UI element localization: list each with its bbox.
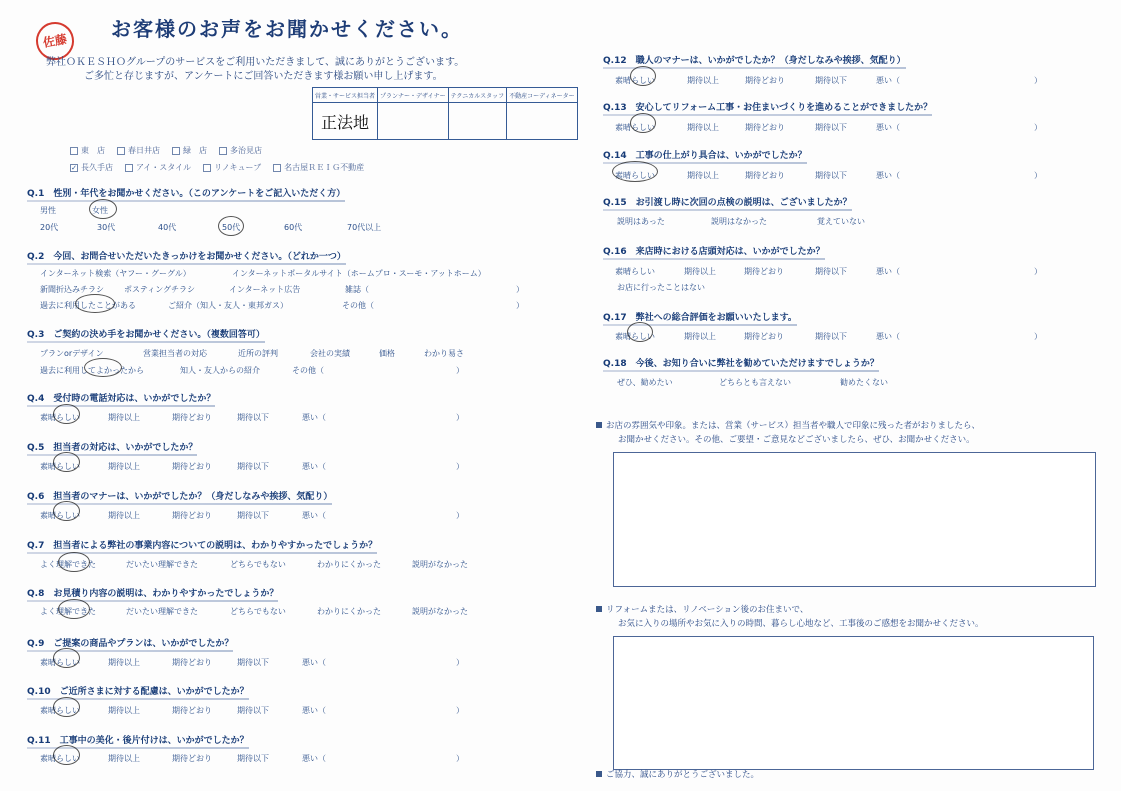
q9-below-expectation[interactable]: 期待以下 [237,658,269,667]
q9-excellent[interactable]: 素晴らしい [40,658,80,667]
q11-excellent[interactable]: 素晴らしい [40,754,80,763]
selected-circle [53,697,80,717]
q12-poor[interactable]: 悪い（ [876,76,900,85]
q11-above-expectation[interactable]: 期待以上 [108,754,140,763]
checkbox[interactable] [273,164,281,172]
checkbox[interactable] [219,147,227,155]
store-option-tajimi[interactable]: 多治見店 [219,145,262,156]
stamp-text: 佐藤 [41,31,68,50]
q8-mostly-understood[interactable]: だいたい理解できた [126,607,198,616]
store-option-nagakute[interactable]: ✓ 長久手店 [71,163,113,172]
selected-circle [53,501,80,521]
staff-empty-2 [448,103,506,140]
q6-poor[interactable]: 悪い（ [302,511,326,520]
question-15-title: Q.15 お引渡し時に次回の点検の説明は、ございましたか？ [603,195,852,209]
store-option-istyle[interactable]: アイ・スタイル [125,162,191,173]
selected-circle [53,648,80,668]
comment-section-2-line-2: お気に入りの場所やお気に入りの時間、暮らし心地など、工事後のご感想をお聞かせください。 [618,619,984,629]
q2-magazine[interactable]: 雑誌（ [345,285,369,294]
square-bullet-icon [596,422,602,428]
q4-poor-close: ） [456,413,464,422]
intro-line-2: ご多忙と存じますが、アンケートにご回答いただきます様お願い申し上げます。 [84,71,443,82]
comment-section-1-line-2: お聞かせください。その他、ご要望・ご意見などございましたら、ぜひ、お聞かせください。 [618,435,975,445]
q18-definitely-recommend[interactable]: ぜひ、勧めたい [617,378,673,387]
q3-plan-design[interactable]: プランorデザイン [40,349,104,358]
q13-poor[interactable]: 悪い（ [876,123,900,132]
selected-circle [218,216,244,236]
q8-no-explanation[interactable]: 説明がなかった [412,607,468,616]
q18-neutral[interactable]: どちらとも言えない [719,378,791,387]
q7-no-explanation[interactable]: 説明がなかった [412,560,468,569]
square-bullet-icon [596,606,602,612]
q10-excellent[interactable]: 素晴らしい [40,706,80,715]
handwritten-staff-name: 正法地 [313,103,378,140]
comment-box-2[interactable] [613,636,1094,770]
selected-circle [58,552,90,572]
q16-poor-close: ） [1034,267,1042,276]
q5-poor-close: ） [456,462,464,471]
question-2-title: Q.2 今回、お問合せいただいたきっかけをお聞かせください。（どれか一つ） [27,249,346,263]
q9-above-expectation[interactable]: 期待以上 [108,658,140,667]
q5-above-expectation[interactable]: 期待以上 [108,462,140,471]
comment-section-2-instructions [596,603,984,631]
staff-table [312,87,578,140]
staff-header-planner: プランナー・デザイナー [378,88,449,103]
selected-circle [627,322,653,342]
q4-below-expectation[interactable]: 期待以下 [237,413,269,422]
selected-circle [53,745,80,765]
selected-circle [58,599,90,619]
intro-line-1: 弊社ＯＫＥＳＨＯグループのサービスをご利用いただきまして、誠にありがとうございます。 [46,57,465,68]
checkbox[interactable] [125,164,133,172]
q15-not-explained[interactable]: 説明はなかった [711,217,767,226]
q11-as-expected[interactable]: 期待どおり [172,754,212,763]
q17-below-expectation[interactable]: 期待以下 [815,332,847,341]
q16-above-expectation[interactable]: 期待以上 [684,267,716,276]
q14-below-expectation[interactable]: 期待以下 [815,171,847,180]
staff-empty-3 [507,103,578,140]
q3-other[interactable]: その他（ [292,366,324,375]
q12-poor-close: ） [1034,76,1042,85]
q16-poor[interactable]: 悪い（ [876,267,900,276]
q1-female[interactable]: 女性 [92,206,108,215]
store-option-higashi[interactable]: 東 店 [70,145,105,156]
q11-below-expectation[interactable]: 期待以下 [237,754,269,763]
q14-poor[interactable]: 悪い（ [876,171,900,180]
q1-male[interactable]: 男性 [40,206,56,215]
q14-as-expected[interactable]: 期待どおり [745,171,785,180]
page-title: お客様のお声をお聞かせください。 [111,17,463,41]
question-6-title: Q.6 担当者のマナーは、いかがでしたか？（身だしなみや挨拶、気配り） [27,489,332,503]
q15-dont-remember[interactable]: 覚えていない [817,217,865,226]
q3-clarity[interactable]: わかり易さ [424,349,464,358]
q16-excellent[interactable]: 素晴らしい [615,267,655,276]
q1-20s[interactable]: 20代 [40,223,59,232]
q10-as-expected[interactable]: 期待どおり [172,706,212,715]
q8-neutral[interactable]: どちらでもない [230,607,286,616]
store-option-reig[interactable]: 名古屋ＲＥＩＧ不動産 [273,162,364,173]
q3-good-before[interactable]: 過去に利用してよかったから [40,366,144,375]
question-10-title: Q.10 ご近所さまに対する配慮は、いかがでしたか？ [27,684,249,698]
store-selection [70,145,364,179]
q1-70s-plus[interactable]: 70代以上 [347,223,382,232]
q9-poor-close: ） [456,658,464,667]
q12-as-expected[interactable]: 期待どおり [745,76,785,85]
q16-never-visited[interactable]: お店に行ったことはない [617,283,705,292]
selected-circle [84,358,122,377]
question-18-title: Q.18 今後、お知り合いに弊社を勧めていただけますでしょうか？ [603,356,879,370]
comment-section-2-line-1: リフォームまたは、リノベーション後のお住まいで、 [606,605,809,615]
q1-60s[interactable]: 60代 [284,223,303,232]
q17-as-expected[interactable]: 期待どおり [744,332,784,341]
comment-section-1-line-1: お店の雰囲気や印象。または、営業（サービス）担当者や職人で印象に残った者がおりましたら、 [606,421,981,431]
thanks-text: ご協力、誠にありがとうございました。 [606,770,760,780]
q16-as-expected[interactable]: 期待どおり [744,267,784,276]
q4-above-expectation[interactable]: 期待以上 [108,413,140,422]
question-5-title: Q.5 担当者の対応は、いかがでしたか？ [27,440,197,454]
checkbox[interactable] [117,147,125,155]
q2-newspaper-flyer[interactable]: 新聞折込みチラシ [40,285,104,294]
q13-excellent[interactable]: 素晴らしい [615,123,655,132]
q8-hard-to-understand[interactable]: わかりにくかった [317,607,381,616]
q4-excellent[interactable]: 素晴らしい [40,413,80,422]
q1-50s[interactable]: 50代 [222,223,241,232]
q4-as-expected[interactable]: 期待どおり [172,413,212,422]
q5-excellent[interactable]: 素晴らしい [40,462,80,471]
staff-header-technical: テクニカルスタッフ [448,88,506,103]
q6-excellent[interactable]: 素晴らしい [40,511,80,520]
question-11-title: Q.11 工事中の美化・後片付けは、いかがでしたか？ [27,733,249,747]
q2-referral[interactable]: ご紹介（知人・友人・東邦ガス） [168,301,288,310]
q5-poor[interactable]: 悪い（ [302,462,326,471]
q6-above-expectation[interactable]: 期待以上 [108,511,140,520]
q6-poor-close: ） [456,511,464,520]
selected-circle [75,294,115,313]
q13-below-expectation[interactable]: 期待以下 [815,123,847,132]
q10-poor[interactable]: 悪い（ [302,706,326,715]
checked-checkbox[interactable]: ✓ [71,163,77,172]
q5-below-expectation[interactable]: 期待以下 [237,462,269,471]
store-option-kasugai[interactable]: 春日井店 [117,145,160,156]
q6-as-expected[interactable]: 期待どおり [172,511,212,520]
question-14-title: Q.14 工事の仕上がり具合は、いかがでしたか？ [603,148,807,162]
q2-used-before[interactable]: 過去に利用したことがある [40,301,136,310]
q12-above-expectation[interactable]: 期待以上 [687,76,719,85]
staff-header-sales: 営業・サービス担当者 [313,88,378,103]
selected-circle [53,452,80,472]
q16-below-expectation[interactable]: 期待以下 [815,267,847,276]
comment-section-1-instructions [596,419,980,447]
q7-fully-understood[interactable]: よく理解できた [40,560,96,569]
q1-30s[interactable]: 30代 [97,223,116,232]
q2-internet-ad[interactable]: インターネット広告 [229,285,301,294]
q11-poor-close: ） [456,754,464,763]
q13-above-expectation[interactable]: 期待以上 [687,123,719,132]
staff-empty-1 [378,103,449,140]
q5-as-expected[interactable]: 期待どおり [172,462,212,471]
q7-mostly-understood[interactable]: だいたい理解できた [126,560,198,569]
q2-portal-site[interactable]: インターネットポータルサイト（ホームプロ・スーモ・アットホーム） [232,269,486,278]
q10-poor-close: ） [456,706,464,715]
question-13-title: Q.13 安心してリフォーム工事・お住まいづくりを進めることができましたか？ [603,100,932,114]
selected-circle [630,66,656,86]
q17-poor-close: ） [1034,332,1042,341]
question-1-title: Q.1 性別・年代をお聞かせください。（このアンケートをご記入いただく方） [27,186,345,200]
question-4-title: Q.4 受付時の電話対応は、いかがでしたか？ [27,391,215,405]
q3-reputation[interactable]: 近所の評判 [238,349,278,358]
question-7-title: Q.7 担当者による弊社の事業内容についての説明は、わかりやすかったでしょうか？ [27,538,377,552]
checkbox[interactable] [172,147,180,155]
checkbox[interactable] [203,164,211,172]
q3-sales-response[interactable]: 営業担当者の対応 [143,349,207,358]
q2-magazine-close: ） [516,285,524,294]
staff-header-realestate: 不動産コーディネーター [507,88,578,103]
q17-above-expectation[interactable]: 期待以上 [684,332,716,341]
q8-fully-understood[interactable]: よく理解できた [40,607,96,616]
q13-poor-close: ） [1034,123,1042,132]
q2-posting-flyer[interactable]: ポスティングチラシ [124,285,196,294]
question-12-title: Q.12 職人のマナーは、いかがでしたか？（身だしなみや挨拶、気配り） [603,53,906,67]
q13-as-expected[interactable]: 期待どおり [745,123,785,132]
q17-excellent[interactable]: 素晴らしい [615,332,655,341]
thanks-message [596,768,759,782]
q2-other-close: ） [516,301,524,310]
q17-poor[interactable]: 悪い（ [876,332,900,341]
q10-above-expectation[interactable]: 期待以上 [108,706,140,715]
q7-hard-to-understand[interactable]: わかりにくかった [317,560,381,569]
q6-below-expectation[interactable]: 期待以下 [237,511,269,520]
selected-circle [53,404,80,424]
q2-internet-search[interactable]: インターネット検索（ヤフー・グーグル） [40,269,191,278]
q11-poor[interactable]: 悪い（ [302,754,326,763]
question-8-title: Q.8 お見積り内容の説明は、わかりやすかったでしょうか？ [27,586,278,600]
q3-other-close: ） [456,366,464,375]
q14-excellent[interactable]: 素晴らしい [615,171,655,180]
q9-poor[interactable]: 悪い（ [302,658,326,667]
q3-price[interactable]: 価格 [379,349,395,358]
q2-other[interactable]: その他（ [342,301,374,310]
store-option-renocube[interactable]: リノキューブ [203,162,261,173]
q7-neutral[interactable]: どちらでもない [230,560,286,569]
q18-not-recommend[interactable]: 勧めたくない [840,378,888,387]
question-16-title: Q.16 来店時における店頭対応は、いかがでしたか？ [603,244,825,258]
selected-circle [89,199,117,219]
square-bullet-icon [596,771,602,777]
question-17-title: Q.17 弊社への総合評価をお願いいたします。 [603,310,797,324]
selected-circle [612,161,658,182]
q4-poor[interactable]: 悪い（ [302,413,326,422]
comment-box-1[interactable] [613,452,1096,587]
q15-explained[interactable]: 説明はあった [617,217,665,226]
q12-excellent[interactable]: 素晴らしい [615,76,655,85]
selected-circle [630,113,656,133]
q14-above-expectation[interactable]: 期待以上 [687,171,719,180]
checkbox[interactable] [70,147,78,155]
q14-poor-close: ） [1034,171,1042,180]
question-9-title: Q.9 ご提案の商品やプランは、いかがでしたか？ [27,636,233,650]
q9-as-expected[interactable]: 期待どおり [172,658,212,667]
q12-below-expectation[interactable]: 期待以下 [815,76,847,85]
question-3-title: Q.3 ご契約の決め手をお聞かせください。（複数回答可） [27,327,265,341]
q10-below-expectation[interactable]: 期待以下 [237,706,269,715]
q3-company-record[interactable]: 会社の実績 [310,349,350,358]
q3-friend-referral[interactable]: 知人・友人からの紹介 [180,366,260,375]
store-option-midori[interactable]: 緑 店 [172,145,207,156]
q1-40s[interactable]: 40代 [158,223,177,232]
